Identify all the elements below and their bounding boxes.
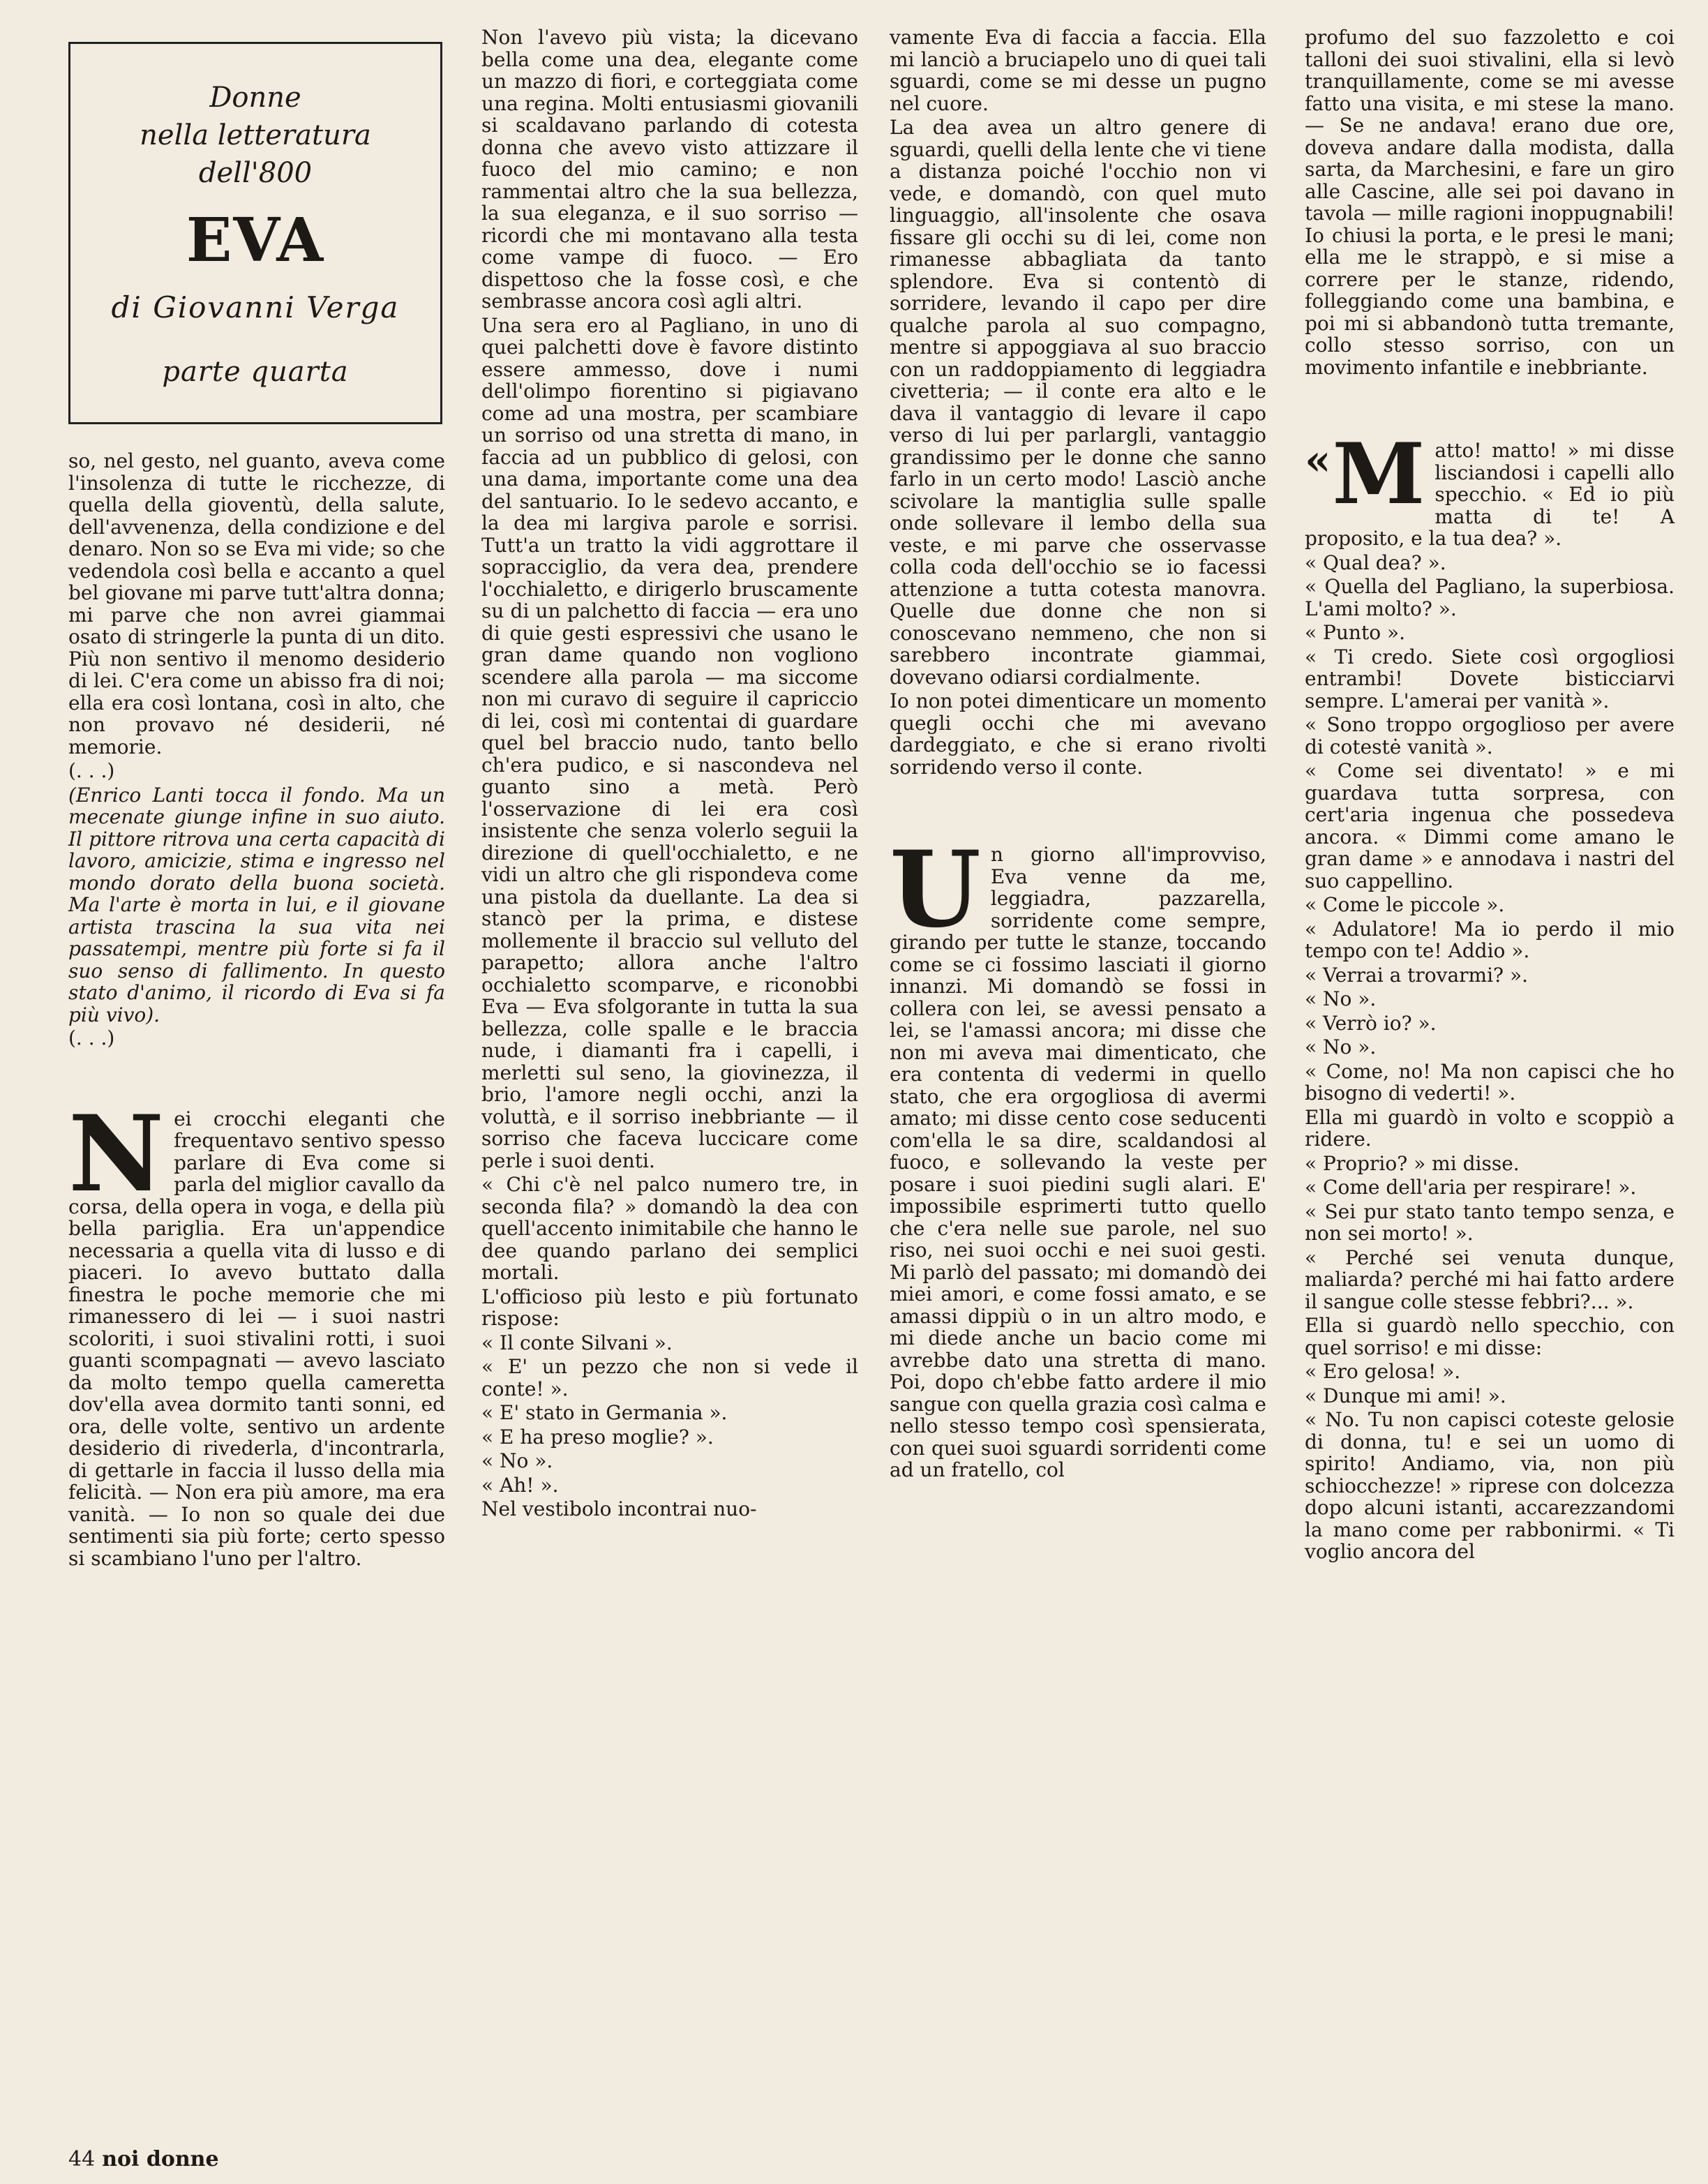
dialogue-line: « Verrò io? ». xyxy=(1305,1011,1437,1035)
paragraph: vamente Eva di faccia a faccia. Ella mi lanciò a bruciapelo uno di quei tali sguardi, come se mi desse un pugno nel cuore. xyxy=(890,26,1266,115)
open-quote: « xyxy=(1305,436,1331,485)
paragraph: L'officioso più lesto e più fortunato rispose: xyxy=(481,1285,858,1330)
dropcap: N xyxy=(68,1092,165,1216)
story-title: EVA xyxy=(186,205,325,276)
dialogue-line: « E' un pezzo che non si vede il conte! ». xyxy=(481,1355,858,1400)
dialogue-line: « Dunque mi ami! ». xyxy=(1305,1384,1506,1407)
page-footer xyxy=(68,2148,219,2171)
paragraph: « Chi c'è nel palco numero tre, in seconda fila? » domandò la dea con quell'accento inimitabile che hanno le dee quando parlano dei semplici mortali. xyxy=(481,1173,858,1284)
dialogue-line: « Il conte Silvani ». xyxy=(481,1331,673,1354)
dialogue-line: « Proprio? » mi disse. xyxy=(1305,1151,1520,1175)
dialogue-line: « Ti credo. Siete così orgogliosi entrambi! Dovete bisticciarvi sempre. L'amerai per vanità ». xyxy=(1305,645,1675,712)
ellipsis: (. . .) xyxy=(68,759,115,782)
paragraph: profumo del suo fazzoletto e coi talloni dei suoi stivalini, ella si levò tranquillamente, come se mi avesse fatto una visita, e mi stese la mano. — Se ne andava! erano due ore, doveva andare dalla modista, dalla sarta, da Marchesini, e fare un giro alle Cascine, alle sei poi davano in tavola — mille ragioni inoppugnabili! Io chiusi la porta, e le presi le mani; ella me le strappò, e si mise a correre per le stanze, ridendo, folleggiando come una bambina, e poi mi si abbandonò tutta tremante, collo stesso sorriso, con un movimento infantile e inebbriante. xyxy=(1305,26,1675,379)
dialogue-line: « Ero gelosa! ». xyxy=(1305,1360,1461,1383)
dialogue-line: « Sei pur stato tanto tempo senza, e non sei morto! ». xyxy=(1305,1199,1675,1245)
page-number: 44 xyxy=(68,2147,96,2171)
paragraph: Nel vestibolo incontrai nuo- xyxy=(481,1497,757,1520)
part-label: parte quarta xyxy=(162,356,349,388)
magazine-name: noi donne xyxy=(102,2147,219,2171)
paragraph: Una sera ero al Pagliano, in uno di quei palchetti dove è favore distinto essere ammesso, dove i numi dell'olimpo fiorentino si pigiavano come ad una mostra, per scambiare un sorriso od una stretta di mano, in faccia ad un pubblico di gelosi, con una dama, importante come una dea del santuario. Io le sedevo accanto, e la dea mi largiva parole e sorrisi. Tutt'a un tratto la vidi aggrottare il sopracciglio, da vera dea, prendere l'occhialetto, e dirigerlo bruscamente su di un palchetto di faccia — era uno di quie gesti espressivi che usano le gran dame quando non vogliono scendere alla parola — ma siccome non mi curavo di seguire il capriccio di lei, così mi contentai di guardare quel bel braccio nudo, tanto bello ch'era pudico, e si nascondeva nel guanto sino a metà. Però l'osservazione di lei era così insistente che senza volerlo seguii la direzione di quell'occhialetto, e ne vidi un altro che gli rispondeva come una pistola da duellante. La dea si stancò per la prima, e distese mollemente il braccio sul velluto del parapetto; allora anche l'altro occhialetto scomparve, e riconobbi Eva — Eva sfolgorante in tutta la sua bellezza, colle spalle e le braccia nude, i diamanti fra i capelli, i merletti sul seno, la giovinezza, il brio, l'amore negli occhi, anzi la voluttà, e il sorriso inebbriante — il sorriso che faceva luccicare come perle i suoi denti. xyxy=(481,313,858,1172)
paragraph: La dea avea un altro genere di sguardi, quelli della lente che vi tiene a distanza poiché l'occhio non vi vede, e domandò, con quel muto linguaggio, all'insolente che osava fissare gli occhi su di lei, come non rimanesse abbagliata da tanto splendore. Eva si contentò di sorridere, levando il capo per dire qualche parola al suo compagno, mentre si appoggiava al suo braccio con un raddoppiamento di leggiadra civetteria; — il conte era alto e le dava il vantaggio di levare il capo verso di lui per parlargli, vantaggio grandissimo per le donne che sanno farlo in un certo modo! Lasciò anche scivolare la mantiglia sulle spalle onde sollevare il lembo della sua veste, e mi parve che osservasse colla coda dell'occhio se io facessi attenzione a tutta cotesta manovra. Quelle due donne che non si conoscevano nemmeno, che non si sarebbero incontrate giammai, dovevano odiarsi cordialmente. xyxy=(890,116,1266,689)
title-box xyxy=(68,42,442,424)
dialogue-line: « Come le piccole ». xyxy=(1305,893,1505,916)
series-line-2: nella letteratura xyxy=(140,119,371,151)
dialogue-line: « No ». xyxy=(481,1449,553,1472)
paragraph: Ella mi guardò in volto e scoppiò a ridere. xyxy=(1305,1105,1675,1151)
dropcap: M xyxy=(1332,425,1425,523)
column-2 xyxy=(481,27,858,1522)
paragraph-with-dropcap xyxy=(68,1092,445,1570)
series-title xyxy=(70,79,440,192)
column-3 xyxy=(890,27,1266,1483)
column-4 xyxy=(1305,27,1675,1564)
paragraph: so, nel gesto, nel guanto, aveva come l'insolenza di tutte le ricchezze, di quella della gioventù, della salute, dell'avvenenza, della condizione e del denaro. Non so se Eva mi vide; so che vedendola così bella e accanto a quel bel giovane mi parve tutt'altra donna; mi parve che non avrei giammai osato di stringerle la punta di un dito. Più non sentivo il menomo desiderio di lei. C'era come un abisso fra di noi; ella era così lontana, così in alto, che non provavo né desiderii, né memorie. xyxy=(68,449,445,758)
dialogue-line: « No. Tu non capisci coteste gelosie di donna, tu! e sei un uomo di spirito! Andiamo, via, non più schiocchezze! » riprese con dolcezza dopo alcuni istanti, accarezzandomi la mano come per rabbonirmi. « Ti voglio ancora del xyxy=(1305,1408,1675,1563)
ellipsis: (. . .) xyxy=(68,1026,115,1049)
dialogue-line: « Adulatore! Ma io perdo il mio tempo con te! Addio ». xyxy=(1305,917,1675,962)
editorial-summary: (Enrico Lanti tocca il fondo. Ma un mecenate giunge infine in suo aiuto. Il pittore ritrova una certa capacità di lavoro, amicizie, stima e ingresso nel mondo dorato della buona società. Ma l'arte è morta in lui, e il giovane artista trascina la sua vita nei passatempi, mentre più forte si fa il suo senso di fallimento. In questo stato d'animo, il ricordo di Eva si fa più vivo). xyxy=(68,783,445,1026)
dialogue-line: « Verrai a trovarmi? ». xyxy=(1305,963,1529,987)
paragraph: Io non potei dimenticare un momento quegli occhi che mi avevano dardeggiato, e che si erano rivolti sorridendo verso il conte. xyxy=(890,689,1266,779)
dialogue-line: « Punto ». xyxy=(1305,621,1405,644)
column-1 xyxy=(68,450,445,1571)
series-line-1: Donne xyxy=(209,82,301,114)
paragraph-text: atto! matto! » mi disse lisciandosi i capelli allo specchio. « Ed io più matta di te! A proposito, e la tua dea? ». xyxy=(1305,439,1675,550)
dialogue-line: « No ». xyxy=(1305,987,1377,1010)
dialogue-line: « E' stato in Germania ». xyxy=(481,1401,728,1424)
series-line-3: dell'800 xyxy=(198,157,313,189)
dialogue-line: « Qual dea? ». xyxy=(1305,551,1446,574)
dialogue-line: « Ah! ». xyxy=(481,1473,559,1497)
dialogue-line: « Come dell'aria per respirare! ». xyxy=(1305,1176,1637,1199)
paragraph-text: ei crocchi eleganti che frequentavo sentivo spesso parlare di Eva come si parla del miglior cavallo da corsa, della opera in voga, e della più bella pariglia. Era un'appendice necessaria a quella vita di lusso e di piaceri. Io avevo buttato dalla finestra le poche memorie che mi rimanessero di lei — i suoi nastri scoloriti, i suoi stivalini rotti, i suoi guanti scompagnati — avevo lasciato da molto tempo quella cameretta dov'ella avea dormito tanti sonni, ed ora, delle volte, sentivo un ardente desiderio di rivederla, d'incontrarla, di gettarle in faccia il lusso della mia felicità. — Non era più amore, ma era vanità. — Io non so quale dei due sentimenti sia più forte; certo spesso si scambiano l'uno per l'altro. xyxy=(68,1107,445,1570)
dialogue-line: « E ha preso moglie? ». xyxy=(481,1425,714,1449)
paragraph: Non l'avevo più vista; la dicevano bella come una dea, elegante come un mazzo di fiori, e corteggiata come una regina. Molti entusiasmi giovanili si scaldavano parlando di cotesta donna che avevo visto attizzare il fuoco del mio camino; e non rammentai altro che la sua bellezza, la sua eleganza, e il suo sorriso — ricordi che mi montavano alla testa come vampe di fuoco. — Ero dispettoso che la fosse così, e che sembrasse ancora così agli altri. xyxy=(481,26,858,313)
dialogue-line: « Perché sei venuta dunque, maliarda? perché mi hai fatto ardere il sangue colle stesse febbri?... ». xyxy=(1305,1246,1675,1313)
dropcap: U xyxy=(890,828,981,951)
paragraph-with-dropcap xyxy=(890,828,1266,1481)
dialogue-line: « Come sei diventato! » e mi guardava tutta sorpresa, con cert'aria ingenua che possedeva ancora. « Dimmi come amano le gran dame » e annodava i nastri del suo cappellino. xyxy=(1305,759,1675,892)
dialogue-line: « Quella del Pagliano, la superbiosa. L'ami molto? ». xyxy=(1305,575,1675,620)
dialogue-line: « Come, no! Ma non capisci che ho bisogno di vederti! ». xyxy=(1305,1059,1675,1105)
paragraph: Ella si guardò nello specchio, con quel sorriso! e mi disse: xyxy=(1305,1314,1675,1359)
author: di Giovanni Verga xyxy=(111,290,400,324)
paragraph-text: n giorno all'improvviso, Eva venne da me, leggiadra, pazzarella, sorridente come sempre, girando per tutte le stanze, toccando come se ci fossimo lasciati il giorno innanzi. Mi domandò se fossi in collera con lei, se avessi pensato a lei, se l'amassi ancora; mi disse che non mi aveva mai dimenticato, che era contenta di vedermi in quello stato, che era orgogliosa di avermi amato; mi disse cento cose seducenti com'ella le sa dire, scaldandosi al fuoco, e sollevando la veste per posare i suoi piedini sugli alari. E' impossibile esprimerti tutto quello che c'era nelle sue parole, nel suo riso, nei suoi occhi e nei suoi gesti. Mi parlò del passato; mi domandò dei miei amori, e come fossi amato, e se amassi dippiù o in un altro modo, e mi diede anche un bacio come mi avrebbe dato una stretta di mano. Poi, dopo ch'ebbe fatto ardere il mio sangue con quella grazia così calma e nello stesso tempo così spensierata, con quei suoi sguardi sorridenti come ad un fratello, col xyxy=(890,843,1266,1481)
dialogue-line: « No ». xyxy=(1305,1035,1377,1059)
paragraph-with-dropcap xyxy=(1305,425,1675,550)
dialogue-line: « Sono troppo orgoglioso per avere di cotestė vanità ». xyxy=(1305,713,1675,758)
